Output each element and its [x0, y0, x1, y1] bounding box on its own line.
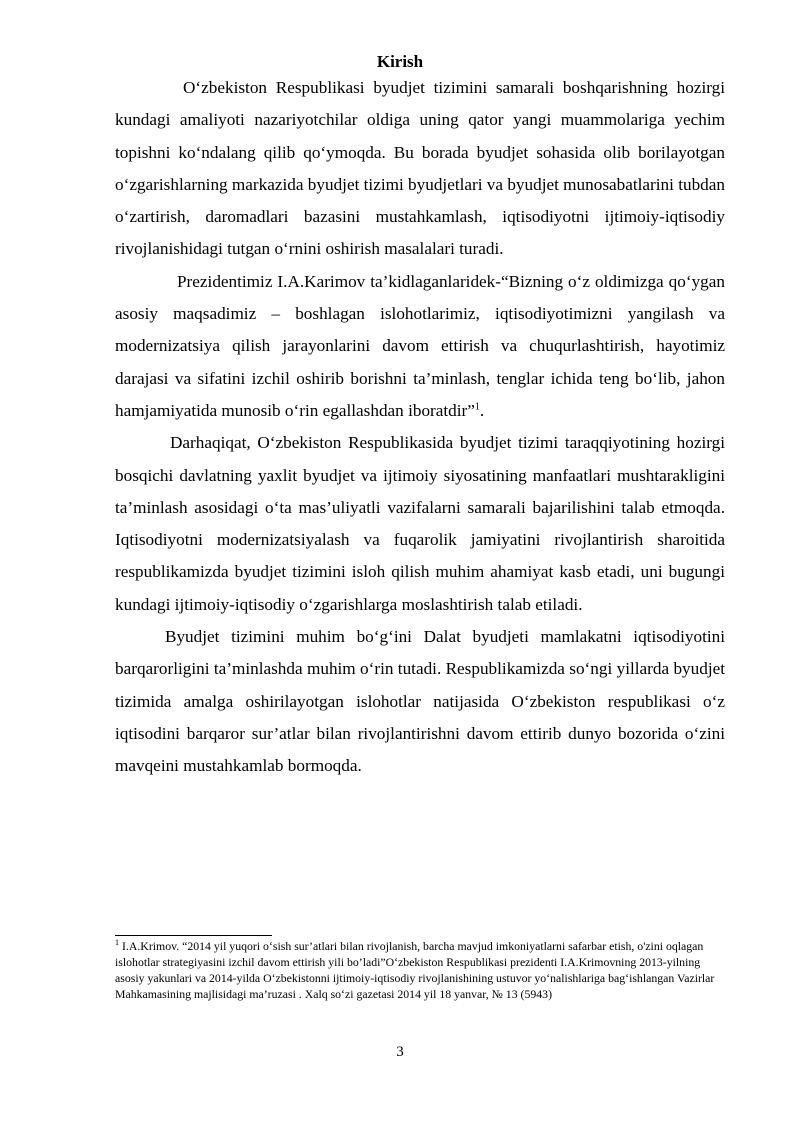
- paragraph-intro: O‘zbekiston Respublikasi byudjet tizimini samarali boshqarishning hozirgi kundagi amaliyoti nazariyotchilar oldiga uning qator yangi muammolariga yechim topishni ko‘ndalang qilib qo‘ymoqda. Bu borada byudjet sohasida olib borilayotgan o‘zgarishlarning markazida byudjet tizimi byudjetlari va byudjet munosabatlarini tubdan o‘zartirish, daromadlari bazasini mustahkamlash, iqtisodiyotni ijtimoiy-iqtisodiy rivojlanishidagi tutgan o‘rnini oshirish masalalari turadi.: [115, 78, 725, 259]
- footnote: [115, 938, 725, 1002]
- paragraph-quote-end: .: [479, 400, 485, 420]
- paragraph-budget-system: Byudjet tizimini muhim bo‘g‘ini Dalat byudjeti mamlakatni iqtisodiyotini barqarorligini ta’minlashda muhim o‘rin tutadi. Respublikamizda so‘ngi yillarda byudjet tizimida amalga oshirilayotgan islohotlar natijasida O‘zbekiston respublikasi o‘z iqtisodini barqaror sur’atlar bilan rivojlantirishni davom ettirib dunyo bozorida o‘zini mavqeini mustahkamlab bormoqda.: [115, 627, 725, 776]
- paragraph-quote-text: Prezidentimiz I.A.Karimov ta’kidlaganlaridek-“Bizning o‘z oldimizga qo‘ygan asosiy maqsadimiz – boshlagan islohotlarimiz, iqtisodiyotimizni yangilash va modernizatsiya qilish jarayonlarini davom ettirish va chuqurlashtirish, hayotimiz darajasi va sifatini izchil oshirib borishni ta’minlash, tenglar ichida teng bo‘lib, jahon hamjamiyatida munosib o‘rin egallashdan iboratdir”: [115, 271, 725, 420]
- body-text: [115, 72, 725, 783]
- footnote-marker: 1: [115, 938, 119, 948]
- section-title: Kirish: [376, 52, 424, 71]
- footnote-divider: [115, 935, 272, 936]
- footnote-text: I.A.Krimov. “2014 yil yuqori o‘sish sur’atlari bilan rivojlanish, barcha mavjud imkoniyatlarni safarbar etish, o'zini oqlagan islohotlar strategiyasini izchil davom ettirish yili bo’ladi”O‘zbekiston Respublikasi prezidenti I.A.Krimovning 2013-yilning asosiy yakunlari va 2014-yilda O‘zbekistonni ijtimoiy-iqtisodiy rivojlanishining ustuvor yo‘nalishlariga bag‘ishlangan Vazirlar Mahkamasining majlisidagi ma’ruzasi . Xalq so‘zi gazetasi 2014 yil 18 yanvar, № 13 (5943): [115, 939, 715, 1001]
- paragraph-darhaqiqat: Darhaqiqat, O‘zbekiston Respublikasida byudjet tizimi taraqqiyotining hozirgi bosqichi davlatning yaxlit byudjet va ijtimoiy siyosatining manfaatlari mushtarakligini ta’minlash asosidagi o‘ta mas’uliyatli vazifalarni samarali bajarilishini talab etmoqda. Iqtisodiyotni modernizatsiyalash va fuqarolik jamiyatini rivojlantirish sharoitida respublikamizda byudjet tizimini isloh qilish muhim ahamiyat kasb etadi, uni bugungi kundagi ijtimoiy-iqtisodiy o‘zgarishlarga moslashtirish talab etiladi.: [115, 433, 725, 614]
- footnote-reference[interactable]: 1: [474, 401, 480, 413]
- paragraph-quote: [115, 266, 725, 427]
- page-number: 3: [396, 1044, 404, 1060]
